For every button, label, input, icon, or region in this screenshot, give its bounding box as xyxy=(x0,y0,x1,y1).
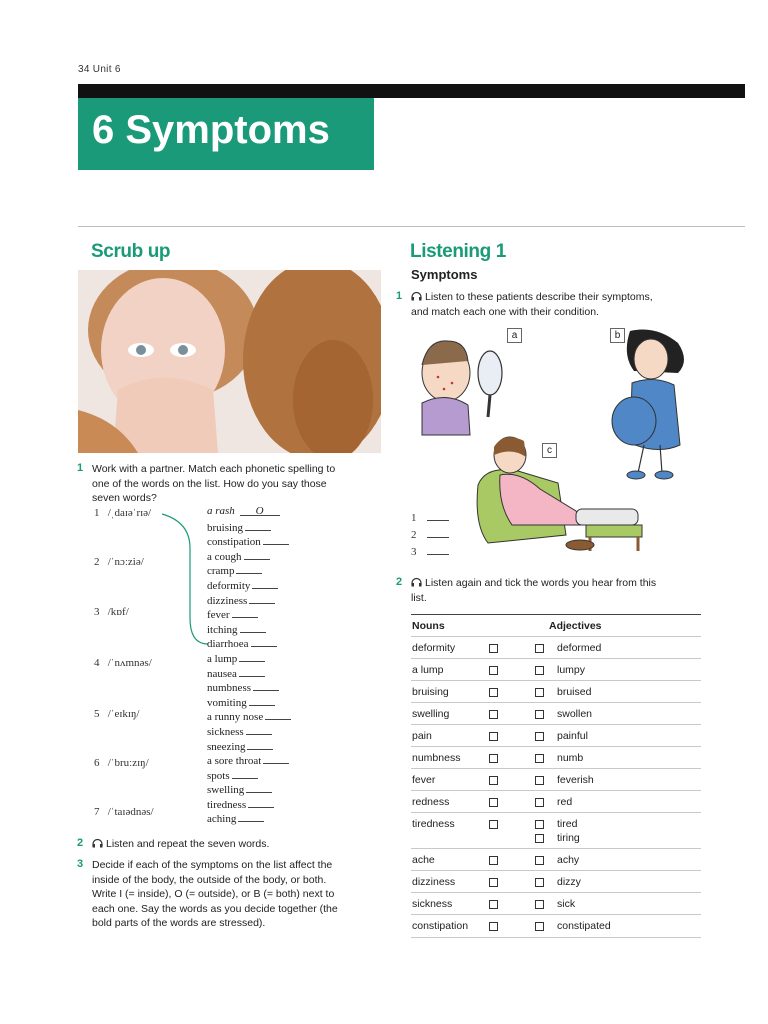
answer-blank[interactable] xyxy=(239,651,265,662)
adjective-cell: achy xyxy=(557,854,580,866)
label-a: a xyxy=(507,328,522,343)
adjective-cell: feverish xyxy=(557,774,594,786)
phonetic-spelling: /ˈnʌmnəs/ xyxy=(107,657,152,669)
noun-checkbox[interactable] xyxy=(489,878,498,887)
top-bar xyxy=(78,84,745,98)
tick-table xyxy=(411,614,701,936)
instruction-line: Listen again and tick the words you hear from this xyxy=(425,577,657,589)
adjective-cell: tired xyxy=(557,818,578,830)
listening-subheading: Symptoms xyxy=(411,267,478,282)
adjective-checkbox[interactable] xyxy=(535,820,544,829)
word-item xyxy=(207,563,337,578)
adjective-checkbox[interactable] xyxy=(535,688,544,697)
answer-blank[interactable] xyxy=(427,527,449,538)
phonetic-spelling: /ˈnɔːziə/ xyxy=(107,556,144,568)
exercise-1-instructions xyxy=(92,462,382,506)
instruction-line: Listen to these patients describe their symptoms, xyxy=(425,291,653,303)
word-item xyxy=(207,651,337,666)
word: a rash xyxy=(207,505,235,517)
word-item xyxy=(207,709,337,724)
phonetic-item xyxy=(94,757,149,769)
table-row xyxy=(411,680,701,703)
word: sickness xyxy=(207,725,244,738)
phonetic-number: 3 xyxy=(94,606,100,618)
table-row xyxy=(411,848,701,871)
phonetic-number: 1 xyxy=(94,507,100,519)
word: a cough xyxy=(207,550,242,563)
adjective-cell: swollen xyxy=(557,708,593,720)
answer-blank[interactable] xyxy=(265,709,291,720)
answer-blank[interactable] xyxy=(238,811,264,822)
answer-blank[interactable] xyxy=(239,666,265,677)
listening-ex2-number: 2 xyxy=(396,576,403,588)
adjective-checkbox[interactable] xyxy=(535,710,544,719)
answer-blank[interactable] xyxy=(252,578,278,589)
adjective-checkbox[interactable] xyxy=(535,856,544,865)
phonetic-number: 2 xyxy=(94,556,100,568)
word: sneezing xyxy=(207,740,246,753)
word: a sore throat xyxy=(207,755,262,768)
noun-cell: redness xyxy=(412,796,450,808)
answer-blank[interactable] xyxy=(244,549,270,560)
exercise-1-number: 1 xyxy=(77,462,84,474)
word-item xyxy=(207,739,337,754)
table-row xyxy=(411,636,701,659)
word: bruising xyxy=(207,521,244,534)
noun-cell: constipation xyxy=(412,920,469,932)
matching-line xyxy=(160,508,210,650)
answer-blank[interactable] xyxy=(427,510,449,521)
word: swelling xyxy=(207,784,245,797)
answer-number: 1 xyxy=(411,512,417,524)
page-number: 34 Unit 6 xyxy=(78,64,121,75)
word-item xyxy=(207,768,337,783)
noun-cell: deformity xyxy=(412,642,456,654)
noun-cell: pain xyxy=(412,730,432,742)
adjective-checkbox[interactable] xyxy=(535,878,544,887)
table-header-row xyxy=(411,614,701,637)
label-c: c xyxy=(542,443,557,458)
patient-a-illustration xyxy=(422,341,502,435)
noun-cell: numbness xyxy=(412,752,461,764)
instruction-line: one of the words on the list. How do you say those xyxy=(92,477,327,490)
word-item xyxy=(207,505,337,520)
phonetic-item xyxy=(94,606,129,618)
noun-cell: sickness xyxy=(412,898,453,910)
instruction-line: inside of the body, the outside of the body, or both. xyxy=(92,873,327,886)
noun-checkbox[interactable] xyxy=(489,644,498,653)
adjective-checkbox[interactable] xyxy=(535,776,544,785)
instruction-line: Work with a partner. Match each phonetic spelling to xyxy=(92,463,336,475)
word-item xyxy=(207,607,337,622)
instruction-line: list. xyxy=(411,591,427,604)
phonetic-number: 7 xyxy=(94,806,100,818)
word-item xyxy=(207,753,337,768)
answer-blank[interactable] xyxy=(263,753,289,764)
adjective-checkbox[interactable] xyxy=(535,666,544,675)
noun-checkbox[interactable] xyxy=(489,900,498,909)
table-row xyxy=(411,724,701,747)
table-row xyxy=(411,768,701,791)
table-row xyxy=(411,812,701,849)
word-item xyxy=(207,666,337,681)
phonetic-spelling: /ˈeɪkɪŋ/ xyxy=(107,708,140,720)
divider xyxy=(78,226,745,227)
noun-cell: tiredness xyxy=(412,818,455,830)
table-row xyxy=(411,702,701,725)
word-item xyxy=(207,593,337,608)
phonetic-spelling: /ˈtaɪədnəs/ xyxy=(107,806,154,818)
instruction-text: Listen and repeat the seven words. xyxy=(106,838,270,850)
adjective-cell: numb xyxy=(557,752,584,764)
answer-blank[interactable] xyxy=(247,739,273,750)
instruction-line: Write I (= inside), O (= outside), or B (= both) next to xyxy=(92,888,335,900)
exercise-3-number: 3 xyxy=(77,858,84,870)
word: aching xyxy=(207,813,237,826)
adjective-checkbox[interactable] xyxy=(535,644,544,653)
answer-line xyxy=(411,544,449,558)
adjective-checkbox[interactable] xyxy=(535,922,544,931)
phonetic-item xyxy=(94,806,154,818)
instruction-line: seven words? xyxy=(92,492,157,504)
instruction-line: and match each one with their condition. xyxy=(411,305,599,318)
noun-checkbox[interactable] xyxy=(489,754,498,763)
answer-number: 3 xyxy=(411,546,417,558)
phonetic-spelling: /ˈbruːzɪŋ/ xyxy=(107,757,149,769)
phonetic-item xyxy=(94,708,139,720)
phonetic-number: 4 xyxy=(94,657,100,669)
answer-blank[interactable] xyxy=(263,534,289,545)
word-item xyxy=(207,520,337,535)
header-nouns: Nouns xyxy=(412,620,445,632)
word-item xyxy=(207,797,337,812)
adjective-checkbox[interactable] xyxy=(535,834,544,843)
patient-c-illustration xyxy=(477,437,642,551)
instruction-line: Decide if each of the symptoms on the list affect the xyxy=(92,859,333,871)
word-item xyxy=(207,636,337,651)
answer-blank[interactable] xyxy=(232,607,258,618)
noun-checkbox[interactable] xyxy=(489,666,498,675)
answer-blank[interactable] xyxy=(245,520,271,531)
word-list xyxy=(207,505,337,826)
header-adjectives: Adjectives xyxy=(549,620,602,632)
noun-cell: swelling xyxy=(412,708,450,720)
word: a runny nose xyxy=(207,711,264,724)
word: vomiting xyxy=(207,696,247,709)
headphones-icon xyxy=(92,838,103,848)
answer-blank[interactable] xyxy=(249,593,275,604)
word: itching xyxy=(207,623,238,636)
word: nausea xyxy=(207,667,237,680)
noun-checkbox[interactable] xyxy=(489,688,498,697)
scrub-up-heading: Scrub up xyxy=(91,241,171,262)
phonetic-spelling: /kɒf/ xyxy=(107,606,129,618)
answer-blank[interactable] xyxy=(427,544,449,555)
noun-checkbox[interactable] xyxy=(489,922,498,931)
answer-blank[interactable] xyxy=(232,768,258,779)
answer-blank[interactable]: O xyxy=(240,505,280,516)
phonetic-item xyxy=(94,556,144,568)
answer-blank[interactable] xyxy=(251,636,277,647)
answer-line xyxy=(411,510,449,524)
word: a lump xyxy=(207,652,238,665)
table-row xyxy=(411,790,701,813)
headphones-icon xyxy=(411,291,422,301)
phonetic-item xyxy=(94,657,152,669)
answer-blank[interactable] xyxy=(246,724,272,735)
answer-blank[interactable] xyxy=(236,563,262,574)
word: diarrhoea xyxy=(207,638,249,651)
adjective-cell: dizzy xyxy=(557,876,581,888)
adjective-checkbox[interactable] xyxy=(535,732,544,741)
word-item xyxy=(207,549,337,564)
photo-woman-covering-mouth xyxy=(78,270,381,453)
word-item xyxy=(207,680,337,695)
table-row xyxy=(411,892,701,915)
word-item xyxy=(207,724,337,739)
adjective-checkbox[interactable] xyxy=(535,900,544,909)
noun-checkbox[interactable] xyxy=(489,710,498,719)
adjective-cell: deformed xyxy=(557,642,602,654)
word: constipation xyxy=(207,536,261,549)
adjective-cell: lumpy xyxy=(557,664,586,676)
noun-cell: ache xyxy=(412,854,435,866)
word-item xyxy=(207,811,337,826)
table-row xyxy=(411,914,701,938)
phonetic-number: 6 xyxy=(94,757,100,769)
answer-number: 2 xyxy=(411,529,417,541)
noun-cell: bruising xyxy=(412,686,449,698)
adjective-cell: tiring xyxy=(557,832,580,844)
noun-checkbox[interactable] xyxy=(489,732,498,741)
word: dizziness xyxy=(207,594,248,607)
unit-title: 6 Symptoms xyxy=(92,108,330,152)
listening-ex1-number: 1 xyxy=(396,290,403,302)
word: numbness xyxy=(207,682,251,695)
adjective-checkbox[interactable] xyxy=(535,798,544,807)
word-item xyxy=(207,622,337,637)
label-b: b xyxy=(610,328,625,343)
word-item xyxy=(207,782,337,797)
noun-checkbox[interactable] xyxy=(489,856,498,865)
phonetic-item xyxy=(94,507,151,519)
noun-cell: dizziness xyxy=(412,876,456,888)
word-item xyxy=(207,578,337,593)
answer-blank[interactable] xyxy=(246,782,272,793)
listening-ex2-instructions xyxy=(411,576,711,605)
adjective-cell: painful xyxy=(557,730,588,742)
exercise-2-instructions xyxy=(92,837,269,852)
word: tiredness xyxy=(207,798,247,811)
word: deformity xyxy=(207,579,251,592)
answer-blank[interactable] xyxy=(253,680,279,691)
answer-blank[interactable] xyxy=(240,622,266,633)
phonetic-spelling: /ˌdaɪəˈrɪə/ xyxy=(107,507,152,519)
word-item xyxy=(207,695,337,710)
adjective-cell: sick xyxy=(557,898,576,910)
noun-checkbox[interactable] xyxy=(489,776,498,785)
table-row xyxy=(411,746,701,769)
noun-cell: a lump xyxy=(412,664,444,676)
phonetic-number: 5 xyxy=(94,708,100,720)
answer-blank[interactable] xyxy=(248,797,274,808)
table-row xyxy=(411,870,701,893)
word: fever xyxy=(207,609,230,622)
adjective-cell: constipated xyxy=(557,920,611,932)
word-item xyxy=(207,534,337,549)
noun-checkbox[interactable] xyxy=(489,820,498,829)
instruction-line: each one. Say the words as you decide together (the xyxy=(92,902,338,915)
exercise-2-number: 2 xyxy=(77,837,84,849)
answer-blank[interactable] xyxy=(249,695,275,706)
listening-heading: Listening 1 xyxy=(410,241,506,262)
patient-b-illustration xyxy=(612,330,684,480)
noun-cell: fever xyxy=(412,774,436,786)
adjective-cell: red xyxy=(557,796,573,808)
headphones-icon xyxy=(411,577,422,587)
photo-illustration xyxy=(78,270,381,453)
word: cramp xyxy=(207,565,235,578)
listening-ex1-instructions xyxy=(411,290,711,319)
answer-line xyxy=(411,527,449,541)
word: spots xyxy=(207,769,230,782)
noun-checkbox[interactable] xyxy=(489,798,498,807)
table-row xyxy=(411,658,701,681)
adjective-cell: bruised xyxy=(557,686,592,698)
adjective-checkbox[interactable] xyxy=(535,754,544,763)
exercise-3-instructions xyxy=(92,858,382,931)
instruction-line: bold parts of the words are stressed). xyxy=(92,917,266,929)
